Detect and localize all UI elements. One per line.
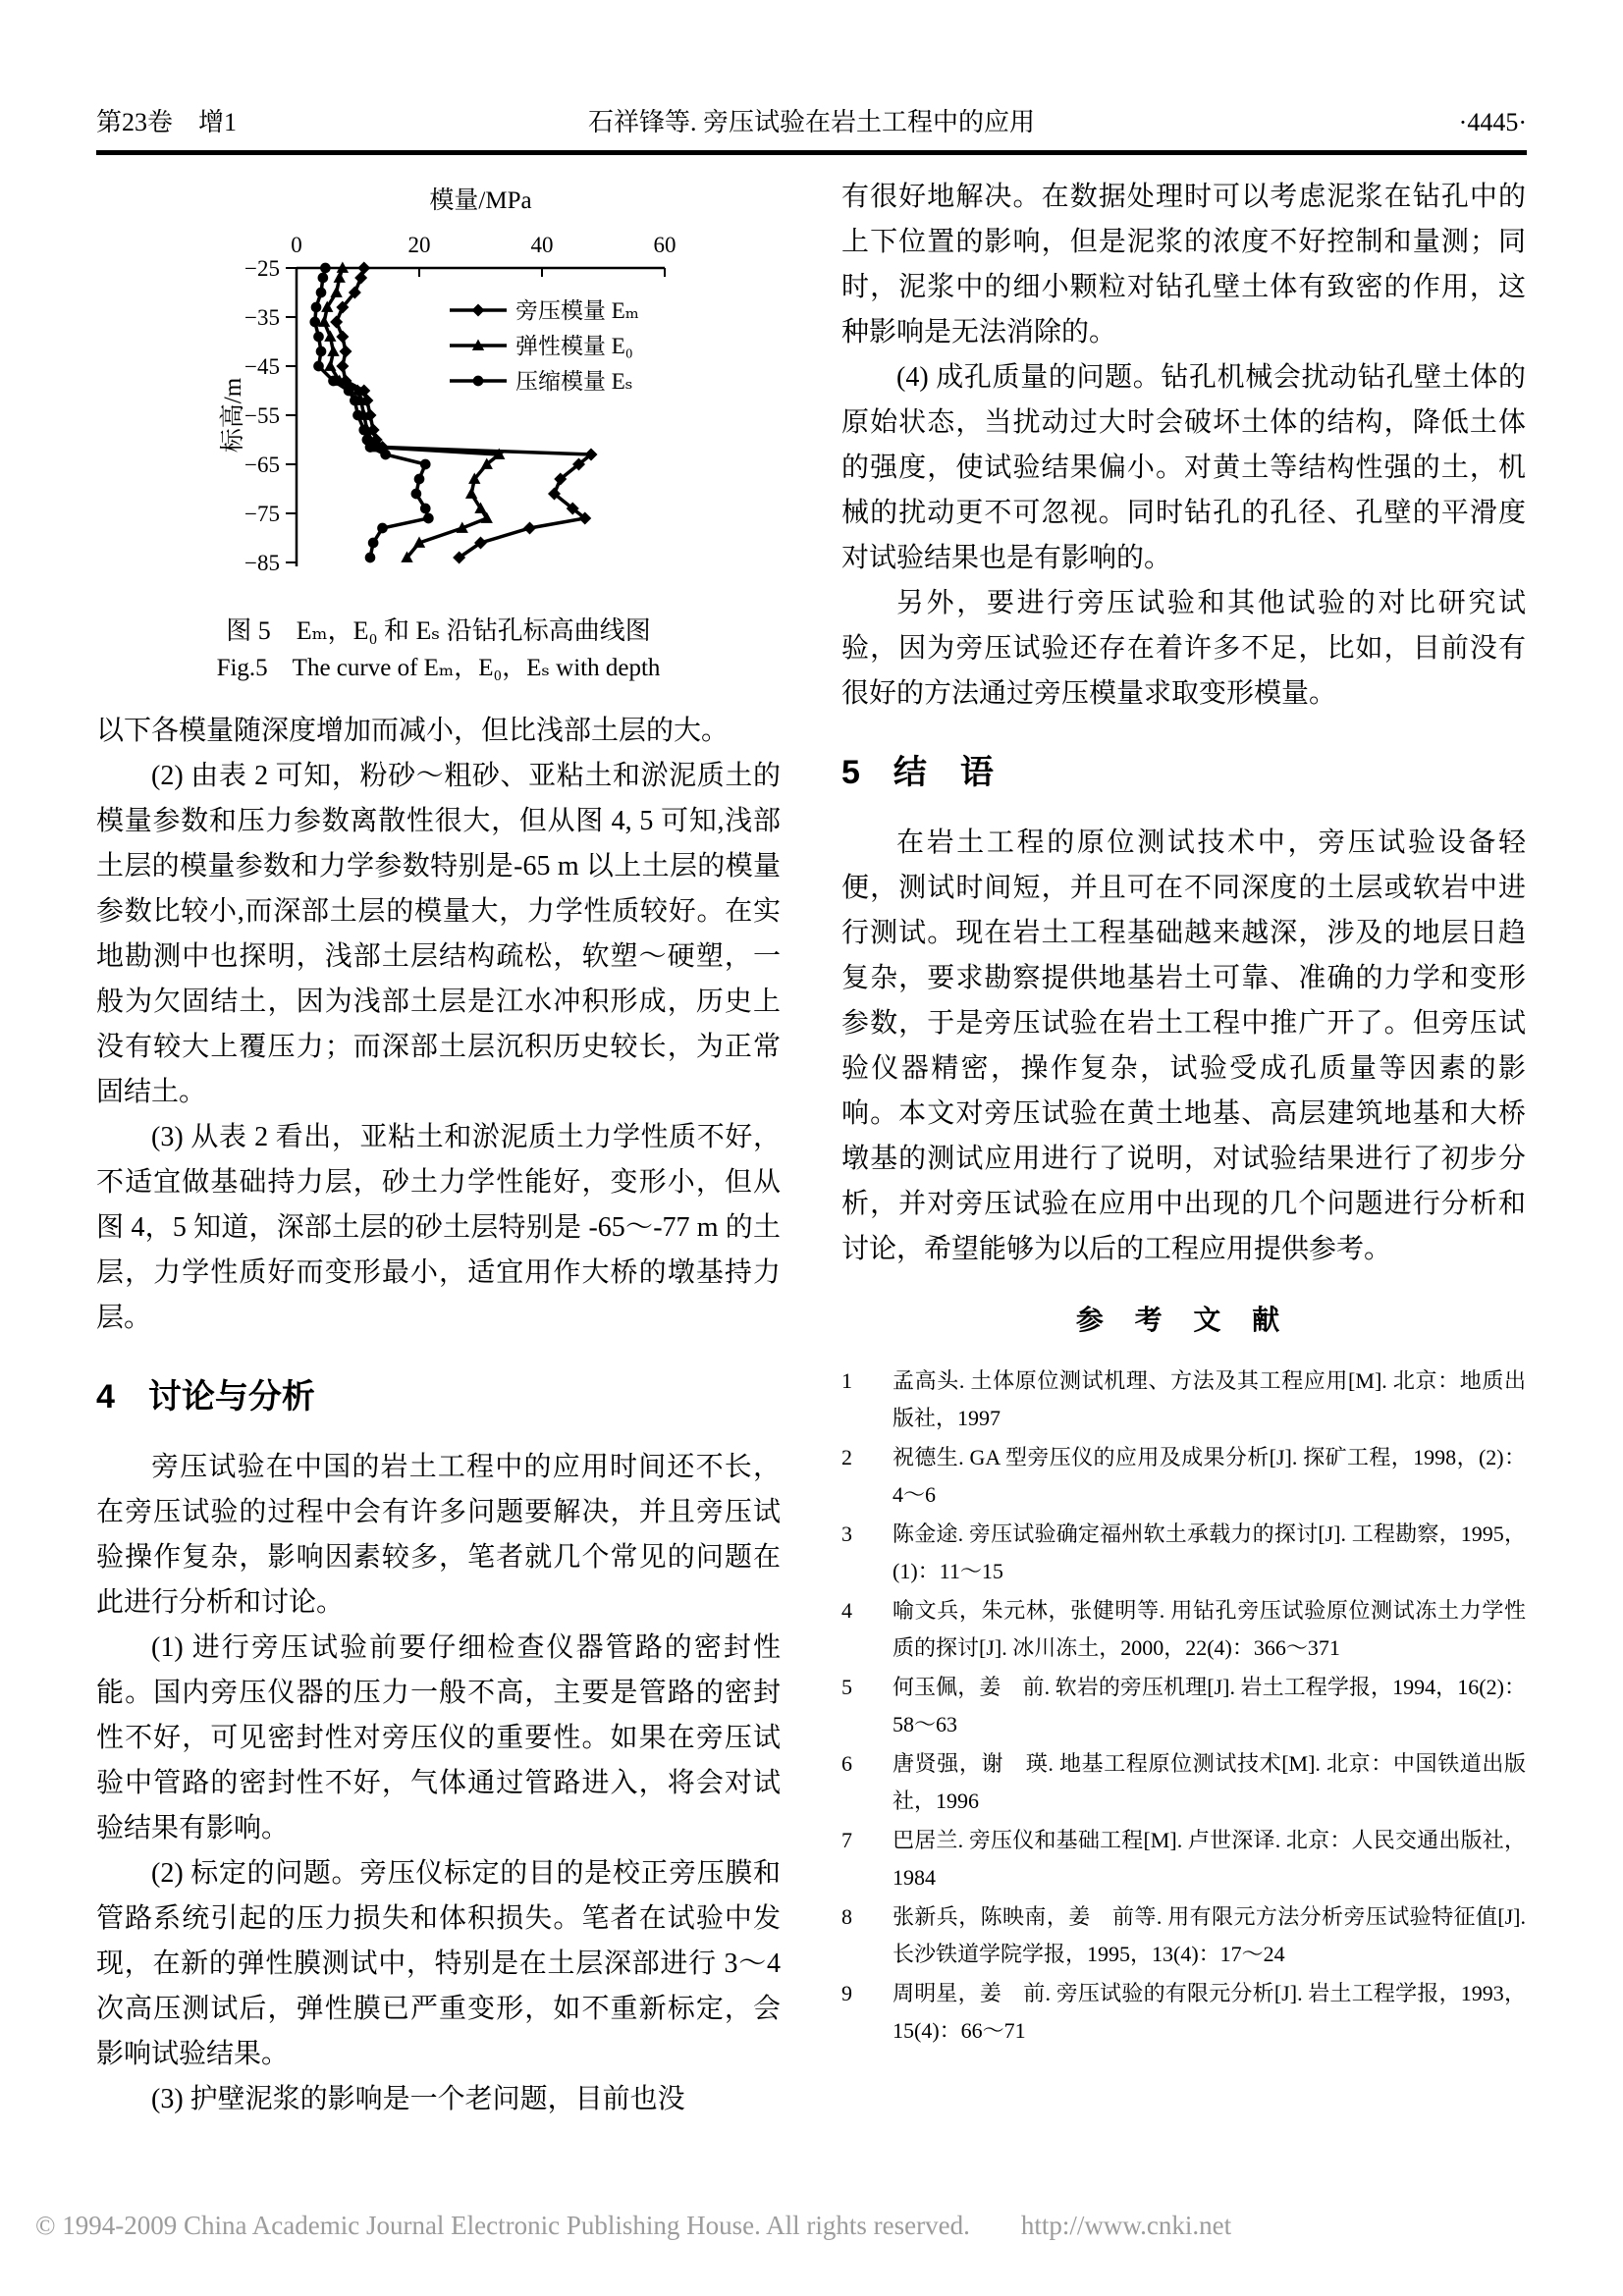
running-title: 石祥锋等. 旁压试验在岩土工程中的应用 (587, 108, 1035, 136)
data-point-marker (315, 288, 326, 298)
data-point-marker (336, 360, 349, 373)
reference-number: 3 (841, 1522, 852, 1546)
x-tick-label: 60 (653, 233, 676, 257)
data-point-marker (313, 361, 324, 372)
reference-item (841, 1975, 1526, 2050)
section-heading: 4 讨论与分析 (96, 1378, 315, 1415)
footer-url: http://www.cnki.net (1020, 2211, 1232, 2240)
y-tick-label: −25 (243, 256, 280, 281)
data-point-marker (410, 489, 421, 500)
reference-item (841, 1592, 1526, 1667)
reference-text: 陈金途. 旁压试验确定福州软土承载力的探讨[J]. 工程勘察，1995，(1)：11～15 (893, 1522, 1526, 1583)
data-point-marker (333, 272, 345, 283)
reference-number: 8 (841, 1904, 852, 1929)
reference-number: 9 (841, 1981, 852, 2005)
reference-item (841, 1362, 1526, 1437)
legend-label: 弹性模量 E₀ (514, 334, 633, 358)
reference-item (841, 1822, 1526, 1896)
reference-text: 喻文兵，朱元林，张健明等. 用钻孔旁压试验原位测试冻土力学性质的探讨[J]. 冰川冻土，2000，22(4)：366～371 (893, 1598, 1526, 1660)
figure-5 (96, 175, 781, 683)
data-point-marker (423, 513, 434, 524)
reference-number: 6 (841, 1751, 852, 1776)
right-column (841, 175, 1526, 2122)
data-point-marker (377, 523, 388, 534)
y-tick-label: −35 (243, 305, 280, 330)
two-column-body (96, 175, 1527, 2122)
data-point-marker (324, 331, 336, 342)
body-paragraph: 另外，要进行旁压试验和其他试验的对比研究试验，因为旁压试验还存在着许多不足，比如，目前没有很好的方法通过旁压模量求取变形模量。 (841, 588, 1526, 709)
data-point-marker (352, 410, 363, 421)
y-tick-label: −55 (243, 403, 280, 428)
data-point-marker (315, 347, 326, 357)
data-point-marker (309, 317, 320, 328)
body-paragraph: (3) 从表 2 看出，亚粘土和淤泥质土力学性质不好，不适宜做基础持力层，砂土力学性能好，变形小，但从图 4，5 知道，深部土层的砂土层特别是 -65～-77 m 的土层，力学性质好而变形最小，适宜用作大桥的墩基持力层。 (96, 1122, 781, 1333)
data-point-marker (354, 272, 367, 285)
body-paragraph: (4) 成孔质量的问题。钻孔机械会扰动钻孔壁土体的原始状态，当扰动过大时会破坏土体的结构，降低土体的强度，使试验结果偏小。对黄土等结构性强的土，机械的扰动更不可忽视。同时钻孔的孔径、孔壁的平滑度对试验结果也是有影响的。 (841, 362, 1526, 573)
modulus-depth-chart (125, 175, 753, 607)
data-point-marker (350, 396, 360, 406)
reference-item (841, 1745, 1526, 1820)
data-point-marker (324, 360, 336, 371)
data-point-marker (413, 474, 424, 485)
reference-text: 周明星，姜 前. 旁压试验的有限元分析[J]. 岩土工程学报，1993，15(4)：66～71 (893, 1981, 1526, 2043)
data-point-marker (343, 386, 353, 397)
y-tick-label: −45 (243, 354, 280, 379)
header-rule (96, 150, 1527, 155)
data-point-marker (364, 553, 375, 563)
reference-number: 1 (841, 1368, 852, 1393)
figure-caption-en: Fig.5 The curve of Eₘ，E₀，Eₛ with depth (216, 655, 661, 681)
x-tick-label: 20 (407, 233, 430, 257)
body-paragraph: (1) 进行旁压试验前要仔细检查仪器管路的密封性能。国内旁压仪器的压力一般不高，主要是管路的密封性不好，可见密封性对旁压仪的重要性。如果在旁压试验中管路的密封性不好，气体通过管路进入，将会对试验结果有影响。 (96, 1632, 781, 1843)
body-paragraph: 以下各模量随深度增加而减小，但比浅部土层的大。 (96, 716, 730, 746)
left-column (96, 175, 781, 2122)
legend-label: 旁压模量 Eₘ (514, 298, 639, 323)
data-point-marker (339, 346, 352, 358)
data-point-marker (380, 450, 391, 460)
references-heading: 参 考 文 献 (1075, 1305, 1292, 1335)
reference-item (841, 1898, 1526, 1973)
data-point-marker (358, 425, 369, 436)
reference-number: 2 (841, 1445, 852, 1469)
reference-item (841, 1669, 1526, 1743)
reference-text: 何玉佩，姜 前. 软岩的旁压机理[J]. 岩土工程学报，1994，16(2)：58～63 (893, 1675, 1526, 1736)
x-tick-label: 40 (530, 233, 553, 257)
data-point-marker (336, 331, 349, 344)
legend-label: 压缩模量 Eₛ (514, 369, 633, 394)
data-point-marker (330, 316, 343, 329)
left-column-text (96, 709, 781, 2122)
y-axis-title: 标高/m (219, 377, 246, 454)
data-point-marker (419, 459, 430, 470)
y-tick-label: −65 (243, 453, 280, 477)
footer-copyright: © 1994-2009 China Academic Journal Electronic Publishing House. All rights reserved. (35, 2211, 970, 2240)
data-point-marker (419, 504, 430, 514)
data-point-marker (327, 346, 339, 356)
reference-number: 7 (841, 1828, 852, 1852)
reference-text: 唐贤强，谢 瑛. 地基工程原位测试技术[M]. 北京：中国铁道出版社，1996 (893, 1751, 1526, 1813)
data-point-marker (471, 304, 484, 317)
data-point-marker (357, 262, 370, 275)
data-point-marker (472, 376, 483, 387)
data-point-marker (364, 442, 375, 453)
data-point-marker (367, 538, 378, 549)
page-number: ·4445· (1458, 108, 1527, 136)
reference-item (841, 1516, 1526, 1590)
data-point-marker (328, 376, 339, 387)
right-column-text (841, 175, 1526, 2050)
section-heading: 5 结 语 (841, 754, 994, 791)
reference-item (841, 1439, 1526, 1514)
data-point-marker (313, 332, 324, 343)
x-axis-title: 模量/MPa (428, 187, 532, 214)
y-tick-label: −75 (243, 502, 280, 526)
x-tick-label: 0 (290, 233, 302, 257)
figure-caption-cn: 图 5 Eₘ，E₀ 和 Eₛ 沿钻孔标高曲线图 (226, 616, 651, 645)
body-paragraph: (3) 护壁泥浆的影响是一个老问题，目前也没 (151, 2084, 685, 2114)
reference-text: 巴居兰. 旁压仪和基础工程[M]. 卢世深译. 北京：人民交通出版社，1984 (893, 1828, 1526, 1890)
data-point-marker (320, 263, 331, 274)
data-point-marker (310, 302, 321, 313)
body-paragraph: 有很好地解决。在数据处理时可以考虑泥浆在钻孔中的上下位置的影响，但是泥浆的浓度不好控制和量测；同时，泥浆中的细小颗粒对钻孔壁土体有致密的作用，这种影响是无法消除的。 (841, 182, 1526, 347)
reference-text: 祝德生. GA 型旁压仪的应用及成果分析[J]. 探矿工程，1998，(2)：4～6 (893, 1445, 1526, 1507)
reference-text: 张新兵，陈映南，姜 前等. 用有限元方法分析旁压试验特征值[J]. 长沙铁道学院学报，1995，13(4)：17～24 (893, 1904, 1526, 1966)
data-point-marker (464, 488, 476, 499)
body-paragraph: 旁压试验在中国的岩土工程中的应用时间还不长，在旁压试验的过程中会有许多问题要解决，并且旁压试验操作复杂，影响因素较多，笔者就几个常见的问题在此进行分析和讨论。 (96, 1452, 781, 1618)
page-footer (35, 2211, 1596, 2241)
body-paragraph: 在岩土工程的原位测试技术中，旁压试验设备轻便，测试时间短，并且可在不同深度的土层或软岩中进行测试。现在岩土工程基础越来越深，涉及的地层日趋复杂，要求勘察提供地基岩土可靠、准确的力学和变形参数，于是旁压试验在岩土工程中推广开了。但旁压试验仪器精密，操作复杂，试验受成孔质量等因素的影响。本文对旁压试验在黄土地基、高层建筑地基和大桥墩基的测试应用进行了说明，对试验结果进行了初步分析，并对旁压试验在应用中出现的几个问题进行分析和讨论，希望能够为以后的工程应用提供参考。 (841, 828, 1526, 1264)
reference-number: 4 (841, 1598, 852, 1623)
journal-volume: 第23卷 增1 (96, 108, 238, 136)
page-header (96, 0, 1527, 138)
y-tick-label: −85 (243, 551, 280, 575)
data-point-marker (317, 273, 328, 284)
body-paragraph: (2) 由表 2 可知，粉砂～粗砂、亚粘土和淤泥质土的模量参数和压力参数离散性很大，但从图 4, 5 可知,浅部土层的模量参数和力学参数特别是-65 m 以上土层的模量参数比较小,而深部土层的模量大，力学性质较好。在实地勘测中也探明，浅部土层结构疏松，软塑～硬塑，一般为欠固结土，因为浅部土层是江水冲积形成，历史上没有较大上覆压力；而深部土层沉积历史较长，为正常固结土。 (96, 761, 781, 1107)
data-point-marker (330, 287, 342, 297)
body-paragraph: (2) 标定的问题。旁压仪标定的目的是校正旁压膜和管路系统引起的压力损失和体积损失。笔者在试验中发现，在新的弹性膜测试中，特别是在土层深部进行 3～4 次高压测试后，弹性膜已严重变形，如不重新标定，会影响试验结果。 (96, 1858, 781, 2069)
reference-text: 孟高头. 土体原位测试机理、方法及其工程应用[M]. 北京：地质出版社，1997 (893, 1368, 1526, 1430)
reference-number: 5 (841, 1675, 852, 1699)
data-point-marker (523, 522, 536, 535)
